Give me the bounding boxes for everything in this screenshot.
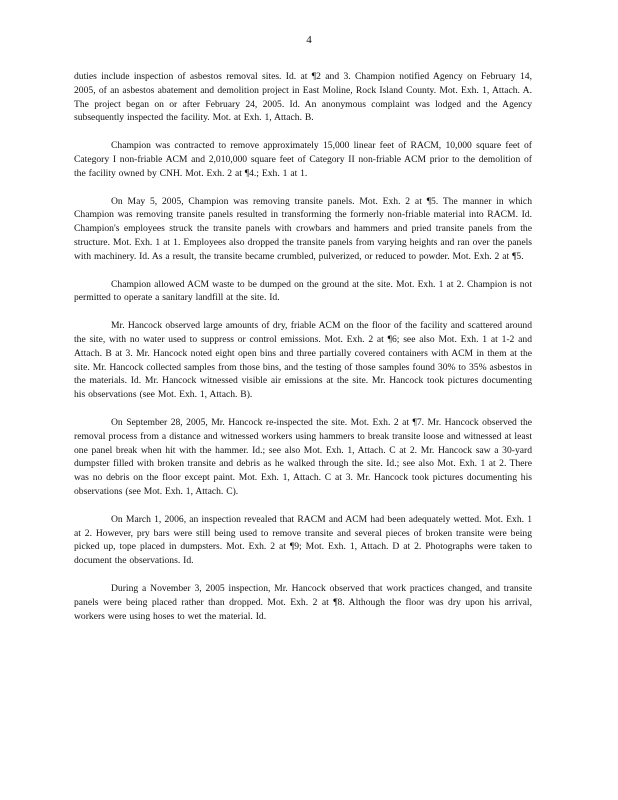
paragraph-contract: Champion was contracted to remove approximately 15,000 linear feet of RACM, 10,000 square feet of Category I non-friable ACM and 2,010,000 square feet of Category II non-friable ACM prior to the demolition of the facility owned by CNH. Mot. Exh. 2 at ¶4.; Exh. 1 at 1.	[74, 140, 532, 179]
paragraph-may-5: On May 5, 2005, Champion was removing transite panels. Mot. Exh. 2 at ¶5. The manner in which Champion was removing transite panels resulted in transforming the formerly non-friable material into RACM. Id. Champion's employees struck the transite panels with crowbars and hammers and pried transite panels from the structure. Mot. Exh. 1 at 1. Employees also dropped the transite panels from varying heights and ran over the panels with machinery. Id. As a result, the transite became crumbled, pulverized, or reduced to powder. Mot. Exh. 2 at ¶5.	[74, 195, 532, 262]
document-body	[74, 70, 532, 637]
paragraph-waste-dumping: Champion allowed ACM waste to be dumped on the ground at the site. Mot. Exh. 1 at 2. Champion is not permitted to operate a sanitary landfill at the site. Id.	[74, 278, 532, 304]
paragraph-september-28: On September 28, 2005, Mr. Hancock re-inspected the site. Mot. Exh. 2 at ¶7. Mr. Hancock observed the removal process from a distance and witnessed workers using hammers to break transite loose and witnessed at least one panel break when hit with the hammer. Id.; see also Mot. Exh. 1, Attach. C at 2. Mr. Hancock saw a 30-yard dumpster filled with broken transite and debris as he walked through the site. Id.; see also Mot. Exh. 1 at 2. There was no debris on the floor except paint. Mot. Exh. 1, Attach. C at 3. Mr. Hancock took pictures documenting his observations (see Mot. Exh. 1, Attach. C).	[74, 416, 532, 497]
paragraph-march-1: On March 1, 2006, an inspection revealed that RACM and ACM had been adequately wetted. Mot. Exh. 1 at 2. However, pry bars were still being used to remove transite and several pieces of broken transite were being picked up, tope placed in dumpsters. Mot. Exh. 2 at ¶9; Mot. Exh. 1, Attach. D at 2. Photographs were taken to document the observations. Id.	[74, 513, 532, 567]
paragraph-november-3: During a November 3, 2005 inspection, Mr. Hancock observed that work practices changed, and transite panels were being placed rather than dropped. Mot. Exh. 2 at ¶8. Although the floor was dry upon his arrival, workers were using hoses to wet the material. Id.	[74, 582, 532, 622]
paragraph-hancock-observation: Mr. Hancock observed large amounts of dry, friable ACM on the floor of the facility and scattered around the site, with no water used to suppress or control emissions. Mot. Exh. 2 at ¶6; see also Mot. Exh. 1 at 1-2 and Attach. B at 3. Mr. Hancock noted eight open bins and three partially covered containers with ACM in them at the site. Mr. Hancock collected samples from those bins, and the testing of those samples found 30% to 35% asbestos in the materials. Id. Mr. Hancock witnessed visible air emissions at the site. Mr. Hancock took pictures documenting his observations (see Mot. Exh. 1, Attach. B).	[74, 320, 532, 401]
page-number: 4	[306, 34, 312, 46]
paragraph-duties: duties include inspection of asbestos removal sites. Id. at ¶2 and 3. Champion notified Agency on February 14, 2005, of an asbestos abatement and demolition project in East Moline, Rock Island County. Mot. Exh. 1, Attach. A. The project began on or after February 24, 2005. Id. An anonymous complaint was lodged and the Agency subsequently inspected the facility. Mot. at Exh. 1, Attach. B.	[74, 71, 532, 124]
